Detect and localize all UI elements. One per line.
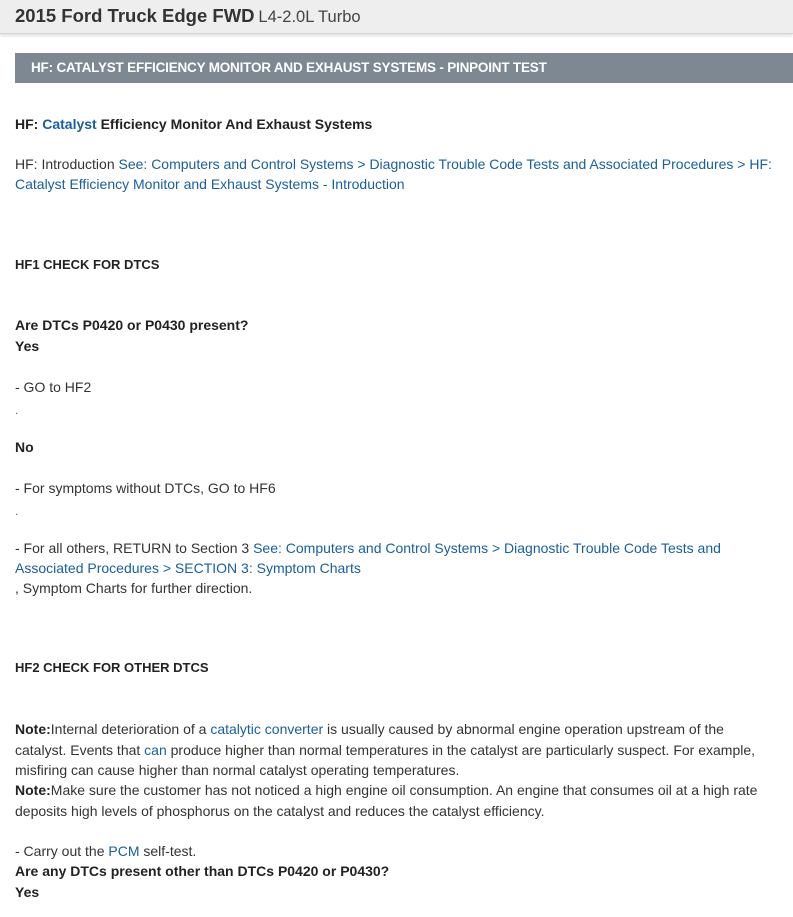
note1-line2-b: produce higher than normal temperatures in the catalyst are particularly suspect. For example, [166, 742, 756, 758]
intro-prefix: HF: Introduction [15, 156, 119, 172]
section-title-bar: HF: CATALYST EFFICIENCY MONITOR AND EXHAUST SYSTEMS - PINPOINT TEST [15, 53, 793, 83]
catalyst-link[interactable]: Catalyst [42, 116, 97, 132]
hf1-no-action-2 [15, 538, 721, 558]
section3-link[interactable]: See: Computers and Control Systems > Diagnostic Trouble Code Tests and [253, 540, 721, 556]
vehicle-header [0, 0, 793, 34]
intro-line-2 [15, 174, 405, 194]
intro-line-1 [15, 154, 772, 174]
hf1-no-action-1: - For symptoms without DTCs, GO to HF6 [15, 480, 276, 496]
step-prefix: - Carry out the [15, 843, 109, 859]
hf2-step [15, 841, 196, 861]
hf1-yes-label: Yes [15, 338, 40, 354]
hf1-question: Are DTCs P0420 or P0430 present? [15, 317, 249, 333]
engine-label: L4-2.0L Turbo [258, 8, 361, 26]
intro-link[interactable]: See: Computers and Control Systems > Diagnostic Trouble Code Tests and Associated Procedures > HF: [118, 156, 772, 172]
vehicle-title: 2015 Ford Truck Edge FWD [15, 5, 255, 26]
hf1-no-dot: . [15, 504, 19, 518]
subtitle [15, 114, 372, 134]
subtitle-prefix: HF: [15, 116, 43, 132]
section3-link-continued[interactable]: Associated Procedures > SECTION 3: Symptom Charts [15, 560, 361, 576]
hf2-yes-label: Yes [15, 884, 40, 900]
can-link[interactable]: can [144, 742, 167, 758]
hf1-no-action-2-line-2 [15, 558, 361, 578]
hf2-note1-line-1 [15, 719, 724, 739]
hf2-note2-line-1 [15, 780, 757, 800]
note2-label: Note: [15, 782, 51, 798]
pcm-link[interactable]: PCM [108, 843, 140, 859]
hf2-heading: HF2 CHECK FOR OTHER DTCS [15, 660, 209, 675]
hf1-no-action-2-prefix: - For all others, RETURN to Section 3 [15, 540, 254, 556]
subtitle-rest: Efficiency Monitor And Exhaust Systems [96, 116, 373, 132]
note1-text-a: Internal deterioration of a [50, 721, 211, 737]
hf2-note1-line-2 [15, 740, 755, 760]
note1-text-b: is usually caused by abnormal engine operation upstream of the [323, 721, 724, 737]
intro-link-continued[interactable]: Catalyst Efficiency Monitor and Exhaust Systems - Introduction [15, 176, 405, 192]
note1-line2-a: catalyst. Events that [15, 742, 145, 758]
hf2-note1-line-3: misfiring can cause higher than normal catalyst operating temperatures. [15, 762, 460, 778]
note2-text-a: Make sure the customer has not noticed a high engine oil consumption. An engine that consumes oil at a high rate [50, 782, 758, 798]
hf2-question: Are any DTCs present other than DTCs P0420 or P0430? [15, 863, 390, 879]
hf1-no-label: No [15, 439, 34, 455]
hf1-yes-dot: . [15, 403, 19, 417]
note1-label: Note: [15, 721, 51, 737]
hf2-note2-line-2: deposits high levels of phosphorus on the catalyst and reduces the catalyst efficiency. [15, 803, 545, 819]
hf1-no-action-2-suffix: , Symptom Charts for further direction. [15, 580, 253, 596]
catalytic-converter-link[interactable]: catalytic converter [210, 721, 324, 737]
step-suffix: self-test. [139, 843, 197, 859]
hf1-heading: HF1 CHECK FOR DTCS [15, 257, 160, 272]
hf1-yes-action: - GO to HF2 [15, 379, 92, 395]
